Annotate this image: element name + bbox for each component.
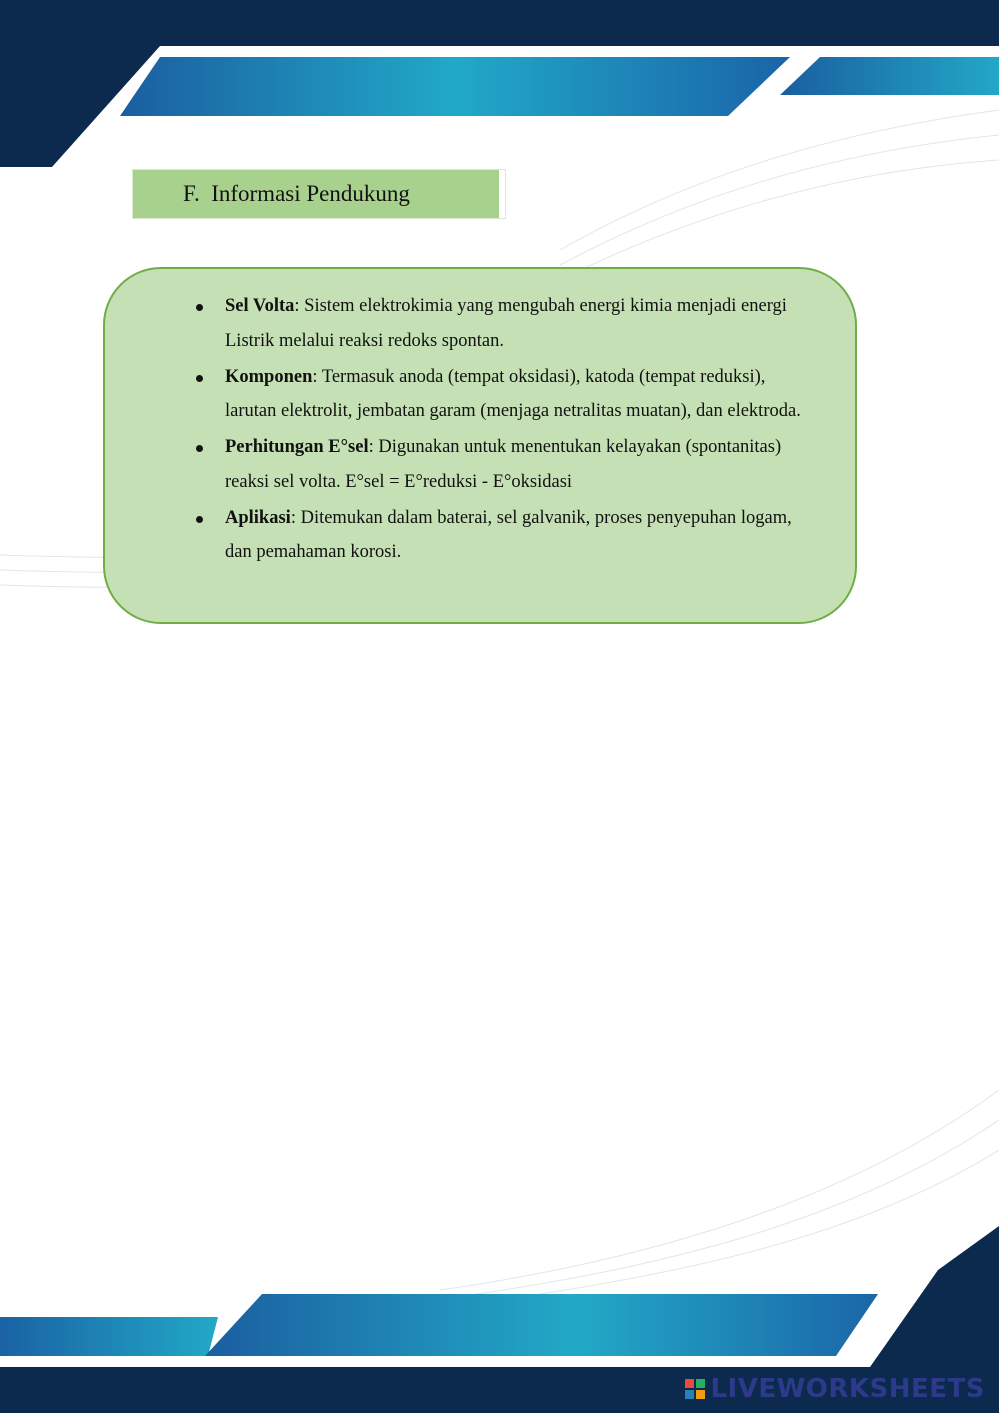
bullet-icon xyxy=(196,516,203,523)
section-heading xyxy=(133,170,505,218)
section-title: Informasi Pendukung xyxy=(211,181,410,206)
bullet-icon xyxy=(196,304,203,311)
list-item xyxy=(191,360,816,429)
watermark-brand: LIVEWORKSHEETS xyxy=(710,1374,985,1404)
logo-square-i xyxy=(696,1379,705,1388)
item-term: Sel Volta xyxy=(225,296,295,316)
bullet-icon xyxy=(196,445,203,452)
item-description: : Ditemukan dalam baterai, sel galvanik, proses penyepuhan logam, dan pemahaman korosi. xyxy=(225,507,792,562)
list-item xyxy=(191,289,816,358)
item-term: Perhitungan E°sel xyxy=(225,437,369,457)
item-description: : Digunakan untuk menentukan kelayakan (spontanitas) reaksi sel volta. E°sel = E°reduksi - E°oksidasi xyxy=(225,437,782,492)
item-description: : Sistem elektrokimia yang mengubah energi kimia menjadi energi Listrik melalui reaksi redoks spontan. xyxy=(225,296,787,351)
liveworksheets-watermark[interactable] xyxy=(685,1374,985,1404)
logo-square-v xyxy=(685,1390,694,1399)
item-description: : Termasuk anoda (tempat oksidasi), katoda (tempat reduksi), larutan elektrolit, jembatan garam (menjaga netralitas muatan), dan elektroda. xyxy=(225,366,801,421)
list-item xyxy=(191,430,816,499)
info-list xyxy=(191,289,816,571)
liveworksheets-logo-icon xyxy=(685,1379,705,1399)
bottom-left-gradient-tab xyxy=(0,1317,218,1356)
info-box xyxy=(103,267,857,624)
top-gradient-band xyxy=(120,57,790,116)
section-label: F. xyxy=(183,181,200,206)
top-right-gradient-tab xyxy=(780,57,999,95)
item-term: Komponen xyxy=(225,366,313,387)
item-term: Aplikasi xyxy=(225,507,291,528)
list-item xyxy=(191,501,816,570)
bullet-icon xyxy=(196,375,203,382)
logo-square-e xyxy=(696,1390,705,1399)
logo-square-l xyxy=(685,1379,694,1388)
bottom-gradient-band xyxy=(205,1294,878,1356)
